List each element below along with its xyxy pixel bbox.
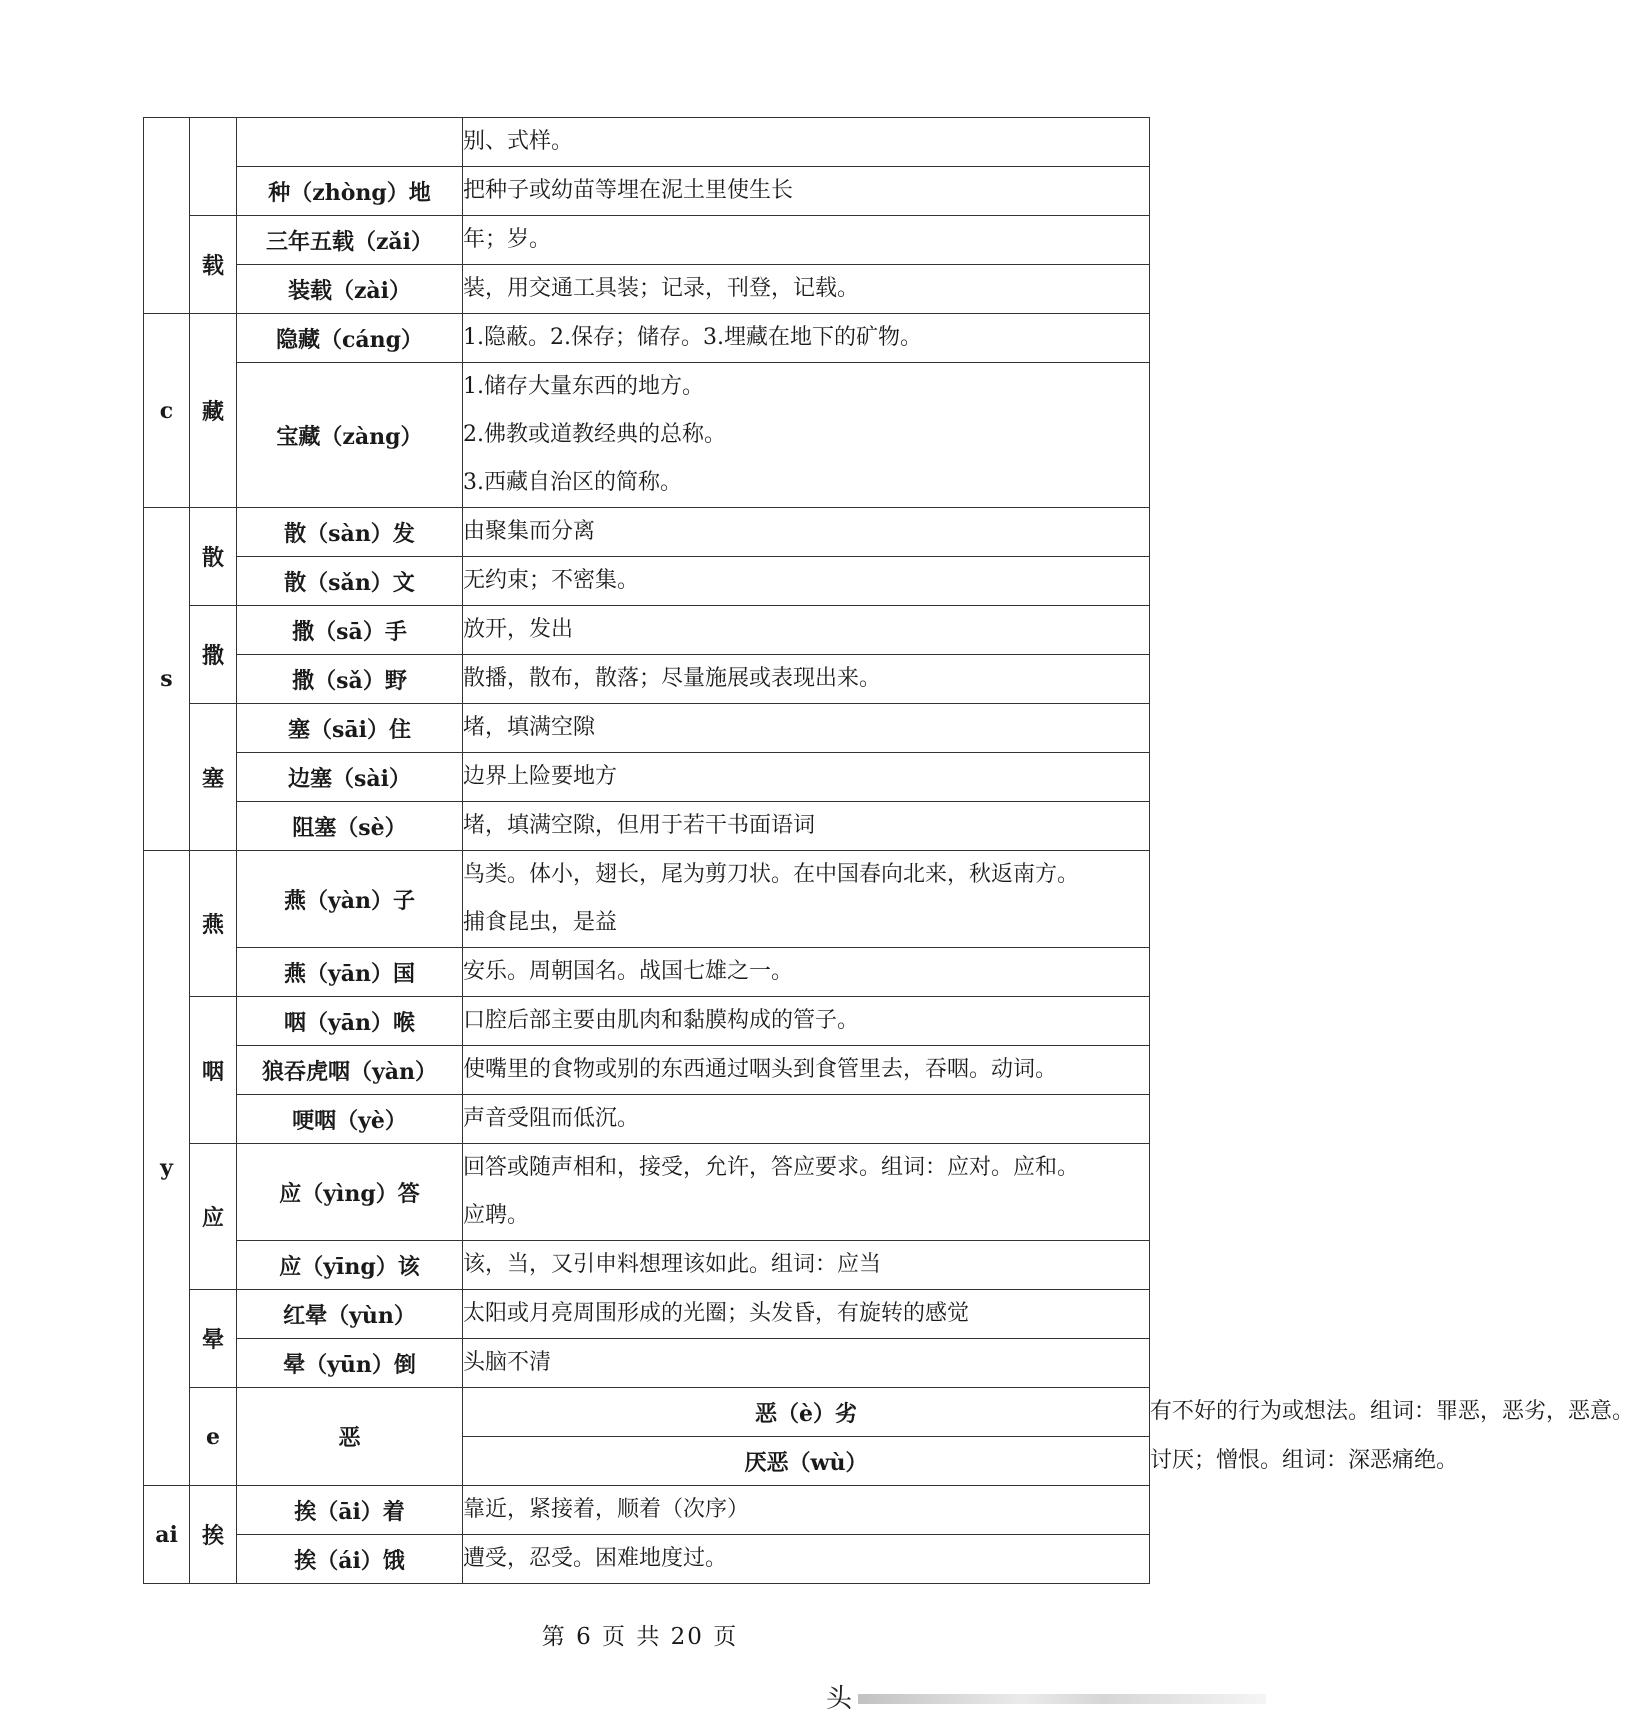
word-cell: 边塞（sài） (237, 753, 463, 802)
word-cell: 挨（āi）着 (237, 1486, 463, 1535)
definition-cell (463, 655, 1150, 704)
definition-line: 把种子或幼苗等埋在泥土里使生长 (463, 178, 794, 203)
definition-line: 1.储存大量东西的地方。 (463, 374, 704, 399)
definition-line: 鸟类。体小，翅长，尾为剪刀状。在中国春向北来，秋返南方。 (463, 862, 1080, 887)
table-row (144, 1486, 1150, 1535)
word-cell (237, 118, 463, 167)
word-cell: 撒（sǎ）野 (237, 655, 463, 704)
table-row (144, 216, 1150, 265)
definition-line: 声音受阻而低沉。 (463, 1106, 640, 1131)
word-cell: 咽（yān）喉 (237, 997, 463, 1046)
definition-cell (463, 216, 1150, 265)
definition-line: 无约束；不密集。 (463, 568, 640, 593)
definition-line: 口腔后部主要由肌肉和黏膜构成的管子。 (463, 1008, 860, 1033)
watermark-logo: 头 (826, 1684, 853, 1714)
table-row (144, 802, 1150, 851)
table-row (144, 948, 1150, 997)
definition-line: 2.佛教或道教经典的总称。 (463, 422, 726, 447)
initial-cell: s (144, 508, 190, 851)
definition-line: 该，当，又引申料想理该如此。组词：应当 (463, 1252, 882, 1277)
definition-cell (463, 265, 1150, 314)
definition-cell (463, 997, 1150, 1046)
page-footer: 第 6 页 共 20 页 (541, 1624, 739, 1650)
definition-cell (463, 1486, 1150, 1535)
table-row (144, 363, 1150, 508)
word-cell: 挨（ái）饿 (237, 1535, 463, 1584)
table-row (144, 851, 1150, 948)
polyphone-table (143, 117, 1634, 1584)
watermark-bar (858, 1694, 1266, 1704)
definition-line: 装，用交通工具装；记录，刊登，记载。 (463, 276, 860, 301)
table-row (144, 508, 1150, 557)
definition-line: 由聚集而分离 (463, 519, 596, 544)
table-row (144, 1290, 1150, 1339)
initial-cell: c (144, 314, 190, 508)
definition-line: 年；岁。 (463, 227, 552, 252)
definition-cell (463, 314, 1150, 363)
definition-line: 靠近，紧接着，顺着（次序） (463, 1497, 750, 1522)
char-cell (190, 118, 237, 216)
word-cell: 应（yīng）该 (237, 1241, 463, 1290)
definition-line: 堵，填满空隙，但用于若干书面语词 (463, 813, 816, 838)
word-cell: 散（sàn）发 (237, 508, 463, 557)
initial-cell: ai (144, 1486, 190, 1584)
table-row (144, 557, 1150, 606)
definition-cell (463, 1290, 1150, 1339)
definition-cell (463, 802, 1150, 851)
definition-line: 边界上险要地方 (463, 764, 618, 789)
initial-cell: e (190, 1388, 237, 1486)
table-row (144, 118, 1150, 167)
char-cell: 燕 (190, 851, 237, 997)
definition-line: 使嘴里的食物或别的东西通过咽头到食管里去，吞咽。动词。 (463, 1057, 1058, 1082)
word-cell: 装载（zài） (237, 265, 463, 314)
word-cell: 红晕（yùn） (237, 1290, 463, 1339)
definition-line: 回答或随声相和，接受，允许，答应要求。组词：应对。应和。 (463, 1155, 1080, 1180)
word-cell: 撒（sā）手 (237, 606, 463, 655)
word-cell: 散（sǎn）文 (237, 557, 463, 606)
table-row (144, 606, 1150, 655)
table-row (144, 753, 1150, 802)
word-cell: 恶（è）劣 (463, 1388, 1150, 1437)
char-cell: 撒 (190, 606, 237, 704)
initial-cell: y (144, 851, 190, 1486)
char-cell: 散 (190, 508, 237, 606)
word-cell: 应（yìng）答 (237, 1144, 463, 1241)
char-cell: 咽 (190, 997, 237, 1144)
table-row (144, 265, 1150, 314)
definition-line: 捕食昆虫，是益 (463, 910, 618, 935)
definition-cell (463, 1095, 1150, 1144)
definition-cell (463, 508, 1150, 557)
table-row: e 恶 恶（è）劣 有不好的行为或想法。组词：罪恶，恶劣，恶意。 (144, 1388, 1150, 1437)
definition-cell (463, 167, 1150, 216)
word-cell: 燕（yàn）子 (237, 851, 463, 948)
char-cell: 挨 (190, 1486, 237, 1584)
definition-line: 1.隐蔽。2.保存；储存。3.埋藏在地下的矿物。 (463, 325, 922, 350)
table-row (144, 704, 1150, 753)
definition-cell (463, 606, 1150, 655)
definition-line: 头脑不清 (463, 1350, 552, 1375)
definition-line: 安乐。周朝国名。战国七雄之一。 (463, 959, 794, 984)
definition-cell (463, 1339, 1150, 1388)
definition-cell (463, 363, 1150, 508)
table-row (144, 1339, 1150, 1388)
word-cell: 种（zhòng）地 (237, 167, 463, 216)
table-row (144, 1241, 1150, 1290)
definition-cell (463, 118, 1150, 167)
definition-line: 放开，发出 (463, 617, 574, 642)
table-row (144, 655, 1150, 704)
definition-cell (463, 704, 1150, 753)
table-row (144, 1095, 1150, 1144)
word-cell: 阻塞（sè） (237, 802, 463, 851)
definition-line: 散播，散布，散落；尽量施展或表现出来。 (463, 666, 882, 691)
table-row (144, 1046, 1150, 1095)
word-cell: 晕（yūn）倒 (237, 1339, 463, 1388)
word-cell: 隐藏（cáng） (237, 314, 463, 363)
definition-line: 应聘。 (463, 1203, 530, 1228)
word-cell: 狼吞虎咽（yàn） (237, 1046, 463, 1095)
definition-cell (463, 948, 1150, 997)
table-row (144, 314, 1150, 363)
definition-cell (463, 753, 1150, 802)
initial-cell (144, 118, 190, 314)
table-row (144, 1144, 1150, 1241)
word-cell: 塞（sāi）住 (237, 704, 463, 753)
table-row (144, 1535, 1150, 1584)
definition-cell (463, 851, 1150, 948)
watermark (826, 1684, 1266, 1714)
table-row (144, 997, 1150, 1046)
char-cell: 晕 (190, 1290, 237, 1388)
word-cell: 三年五载（zǎi） (237, 216, 463, 265)
definition-cell (463, 1046, 1150, 1095)
char-cell: 塞 (190, 704, 237, 851)
definition-cell (463, 1144, 1150, 1241)
word-cell: 厌恶（wù） (463, 1437, 1150, 1486)
word-cell: 燕（yān）国 (237, 948, 463, 997)
char-cell: 载 (190, 216, 237, 314)
char-cell: 恶 (237, 1388, 463, 1486)
definition-line: 3.西藏自治区的简称。 (463, 470, 682, 495)
definition-line: 堵，填满空隙 (463, 715, 596, 740)
definition-line: 遭受，忍受。困难地度过。 (463, 1546, 728, 1571)
definition-cell (463, 1241, 1150, 1290)
table-row (144, 167, 1150, 216)
definition-cell (463, 557, 1150, 606)
table-row: 厌恶（wù） 讨厌；憎恨。组词：深恶痛绝。 (144, 1437, 1150, 1486)
definition-cell (463, 1535, 1150, 1584)
definition-line: 别、式样。 (463, 129, 574, 154)
word-cell: 宝藏（zàng） (237, 363, 463, 508)
word-cell: 哽咽（yè） (237, 1095, 463, 1144)
definition-line: 太阳或月亮周围形成的光圈；头发昏，有旋转的感觉 (463, 1301, 970, 1326)
char-cell: 藏 (190, 314, 237, 508)
char-cell: 应 (190, 1144, 237, 1290)
